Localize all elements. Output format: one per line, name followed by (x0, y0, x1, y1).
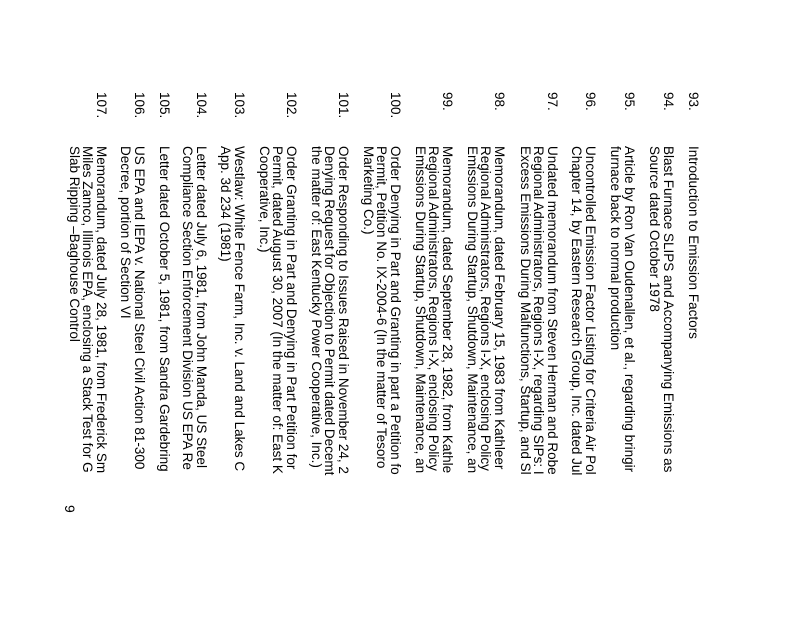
item-line: Source dated October 1978 (647, 146, 663, 312)
item-number: 95. (622, 92, 637, 111)
rotated-content (67, 92, 701, 618)
item-line: furnace back to normal production (608, 146, 624, 351)
item-line: Emissions During Startup, Shutdown, Maintenance, an (465, 146, 480, 474)
item-number: 101. (336, 92, 351, 119)
item-line: Marketing Co.) (361, 146, 376, 235)
item-number: 103. (232, 92, 247, 119)
item-number: 105. (157, 92, 172, 119)
item-line: Westlaw: White Fence Farm, Inc. v. Land and Lakes C (232, 146, 247, 472)
item-number: 104. (194, 92, 209, 119)
item-text (570, 146, 597, 475)
item-line: Introduction to Emission Factors (686, 146, 701, 339)
item-text (68, 146, 109, 473)
item-text (519, 146, 560, 475)
item-number: 97. (545, 92, 560, 111)
item-line: Uncontrolled Emission Factor Listing for Criteria Air Pol (583, 146, 598, 475)
item-line: Regional Administrators, Regions I-X, enclosing Policy (478, 146, 494, 471)
item-line: Undated memorandum from Steven Herman and Robe (545, 146, 560, 475)
item-line: Permit, dated August 30, 2007 (In the matter of: East K (270, 146, 286, 474)
item-line: Letter dated July 6, 1981, from John Manda, US Steel (194, 146, 209, 468)
item-number: 102. (284, 92, 299, 119)
item-text (258, 146, 299, 474)
item-text (181, 146, 208, 470)
item-line: Excess Emissions During Malfunctions, Startup, and Sl (518, 146, 533, 475)
item-line: Order Denying in Part and Granting in part a Petition fo (388, 146, 403, 475)
item-line: Regional Administrators, Regions I-X, regarding SIPs: I (531, 146, 547, 475)
item-text (119, 146, 146, 469)
item-line: Cooperative, Inc.) (257, 146, 272, 253)
item-line: Permit, Petition No. IX-2004-6 (In the matter of Tesoro (374, 146, 390, 469)
item-line: the matter of: East Kentucky Power Cooperative, Inc.) (309, 146, 324, 468)
item-line: Chapter 14, by Eastern Research Group, Inc. dated Jul (569, 146, 585, 476)
item-line: Memorandum, dated September 28, 1982, from Kathle (440, 146, 455, 474)
item-text (466, 146, 507, 473)
item-line: Slab Ripping –Baghouse Control (67, 146, 82, 342)
item-text (687, 146, 701, 339)
item-line: Compliance Section Enforcement Division US EPA Re (180, 146, 196, 470)
item-text (648, 146, 675, 472)
item-text (609, 146, 636, 472)
item-line: Order Responding to Issues Raised in November 24, 2 (336, 146, 351, 474)
item-text (310, 146, 351, 475)
item-line: Letter dated October 5, 1981, from Sandra Gardebring (157, 146, 172, 472)
item-line: App. 3d 234 (1981) (218, 146, 234, 262)
item-text (158, 146, 172, 472)
item-text (219, 146, 246, 471)
item-line: Emissions During Startup, Shutdown, Maintenance, an (413, 146, 428, 474)
item-line: Regional Administrators, Regions I-X, enclosing Policy (426, 146, 442, 471)
item-text (362, 146, 403, 475)
item-line: Denying Request for Objection to Permit dated Decemt (322, 146, 338, 476)
item-number: 96. (583, 92, 598, 111)
item-number: 107. (94, 92, 109, 119)
item-line: Article by Ron Van Oudenallen, et al., regarding bringir (622, 146, 637, 473)
item-line: Memorandum, dated February 15, 1983 from Kathleer (492, 146, 507, 470)
item-line: Miles Zamco, Illinois EPA, enclosing a Stack Test for G (80, 146, 96, 473)
item-number: 106. (132, 92, 147, 119)
item-line: Decree, portion of Section VI (118, 146, 134, 319)
item-number: 100. (388, 92, 403, 119)
page-number: 9 (62, 505, 78, 513)
item-number: 93. (686, 92, 701, 111)
item-number: 98. (492, 92, 507, 111)
item-line: Memorandum, dated July 28, 1981, from Frederick Sm (94, 146, 109, 474)
item-line: Blast Furnace SLIPS and Accompanying Emissions as (661, 146, 676, 473)
item-number: 99. (440, 92, 455, 111)
item-number: 94. (661, 92, 676, 111)
item-line: US EPA and IEPA v. National Steel Civil Action 81-300 (132, 146, 147, 470)
item-text (414, 146, 455, 473)
item-line: Order Granting in Part and Denying in Part Petition for (284, 146, 299, 470)
